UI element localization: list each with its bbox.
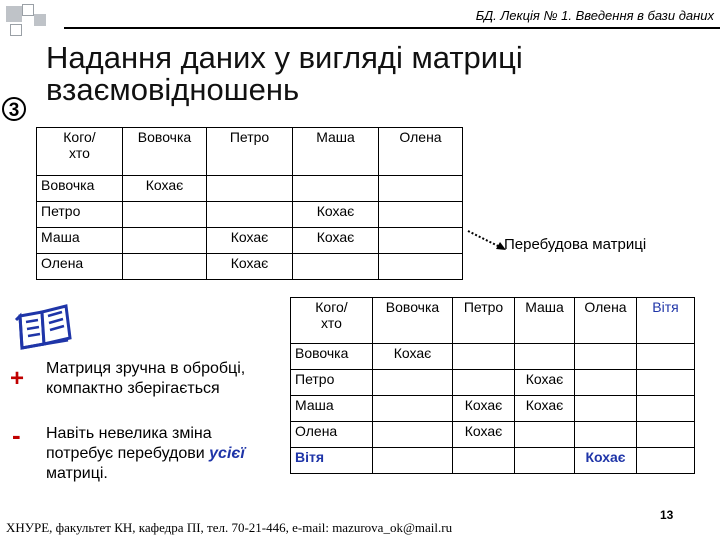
matrix-column-header: Вітя: [637, 298, 695, 344]
footer-contacts: ХНУРЕ, факультет КН, кафедра ПІ, тел. 70-21-446, e-mail: mazurova_ok@mail.ru: [6, 520, 453, 535]
relation-matrix-rebuilt: [290, 297, 695, 474]
matrix-cell: [373, 370, 453, 396]
matrix-cell: [379, 254, 463, 280]
matrix-cell: Кохає: [515, 370, 575, 396]
slide-number-badge: 3: [2, 97, 26, 121]
corner-decoration-square: [6, 6, 22, 22]
matrix-row: [291, 422, 695, 448]
matrix-column-header: Маша: [293, 128, 379, 176]
matrix-column-header: Вовочка: [123, 128, 207, 176]
matrix-cell: [379, 228, 463, 254]
matrix-cell: [453, 370, 515, 396]
matrix-cell: Кохає: [207, 254, 293, 280]
advantage-text: Матриця зручна в обробці, компактно зберігається: [46, 360, 246, 397]
matrix-row: [291, 344, 695, 370]
matrix-cell: [637, 344, 695, 370]
matrix-cell: Кохає: [123, 176, 207, 202]
matrix-cell: [123, 228, 207, 254]
corner-decoration-square: [34, 14, 46, 26]
matrix-row-header: Олена: [291, 422, 373, 448]
matrix-cell: [293, 254, 379, 280]
plus-sign: +: [10, 365, 25, 392]
matrix-cell: Кохає: [575, 448, 637, 474]
matrix-cell: Кохає: [207, 228, 293, 254]
relation-matrix-original: [36, 127, 463, 280]
matrix-cell: [123, 254, 207, 280]
emphasis-word: усієї: [209, 445, 245, 462]
matrix-column-header: Вовочка: [373, 298, 453, 344]
matrix-corner-cell: Кого/ хто: [291, 298, 373, 344]
matrix-row: [291, 448, 695, 474]
matrix-cell: [637, 422, 695, 448]
matrix-row-header: Вовочка: [37, 176, 123, 202]
matrix-cell: [453, 344, 515, 370]
matrix-row-header: Вітя: [291, 448, 373, 474]
matrix-cell: [575, 396, 637, 422]
rebuild-label: Перебудова матриці: [504, 236, 647, 253]
matrix-cell: Кохає: [453, 422, 515, 448]
matrix-cell: [637, 448, 695, 474]
matrix-cell: [373, 422, 453, 448]
matrix-cell: Кохає: [453, 396, 515, 422]
matrix-row: [37, 176, 463, 202]
matrix-cell: [637, 370, 695, 396]
corner-decoration-square: [22, 4, 34, 16]
matrix-row: [37, 202, 463, 228]
matrix-cell: [207, 202, 293, 228]
matrix-cell: [379, 176, 463, 202]
matrix-row: [37, 228, 463, 254]
matrix-cell: [379, 202, 463, 228]
rebuild-arrow-icon: [466, 229, 508, 253]
matrix-cell: [373, 448, 453, 474]
matrix-cell: Кохає: [293, 228, 379, 254]
disadvantage-text: Навіть невелика зміна потребує перебудови усієї матриці.: [46, 425, 245, 482]
header-divider: [64, 27, 720, 29]
matrix-row-header: Маша: [37, 228, 123, 254]
matrix-column-header: Маша: [515, 298, 575, 344]
matrix-row-header: Маша: [291, 396, 373, 422]
matrix-cell: [123, 202, 207, 228]
matrix-cell: [637, 396, 695, 422]
matrix-cell: Кохає: [515, 396, 575, 422]
matrix-cell: [515, 422, 575, 448]
matrix-header-row: [291, 298, 695, 344]
matrix-cell: [575, 370, 637, 396]
slide-title-line1: Надання даних у вигляді матриці: [46, 40, 523, 75]
matrix-row-header: Петро: [37, 202, 123, 228]
matrix-cell: Кохає: [293, 202, 379, 228]
matrix-cell: Кохає: [373, 344, 453, 370]
matrix-cell: [515, 344, 575, 370]
matrix-cell: [207, 176, 293, 202]
minus-sign: -: [12, 420, 21, 450]
matrix-column-header: Олена: [379, 128, 463, 176]
matrix-row: [291, 370, 695, 396]
matrix-column-header: Петро: [207, 128, 293, 176]
matrix-row-header: Олена: [37, 254, 123, 280]
slide-title: [46, 42, 523, 106]
page-number: 13: [660, 508, 674, 522]
matrix-cell: [515, 448, 575, 474]
matrix-cell: [293, 176, 379, 202]
open-book-icon: [14, 302, 74, 352]
matrix-cell: [373, 396, 453, 422]
matrix-header-row: [37, 128, 463, 176]
matrix-corner-cell: Кого/ хто: [37, 128, 123, 176]
matrix-cell: [575, 422, 637, 448]
matrix-row-header: Вовочка: [291, 344, 373, 370]
course-header: БД. Лекція № 1. Введення в бази даних: [475, 8, 714, 23]
matrix-column-header: Петро: [453, 298, 515, 344]
corner-decoration-square: [10, 24, 22, 36]
matrix-row: [37, 254, 463, 280]
matrix-row-header: Петро: [291, 370, 373, 396]
matrix-column-header: Олена: [575, 298, 637, 344]
matrix-row: [291, 396, 695, 422]
matrix-cell: [453, 448, 515, 474]
slide-title-line2: взаємовідношень: [46, 72, 300, 107]
matrix-cell: [575, 344, 637, 370]
